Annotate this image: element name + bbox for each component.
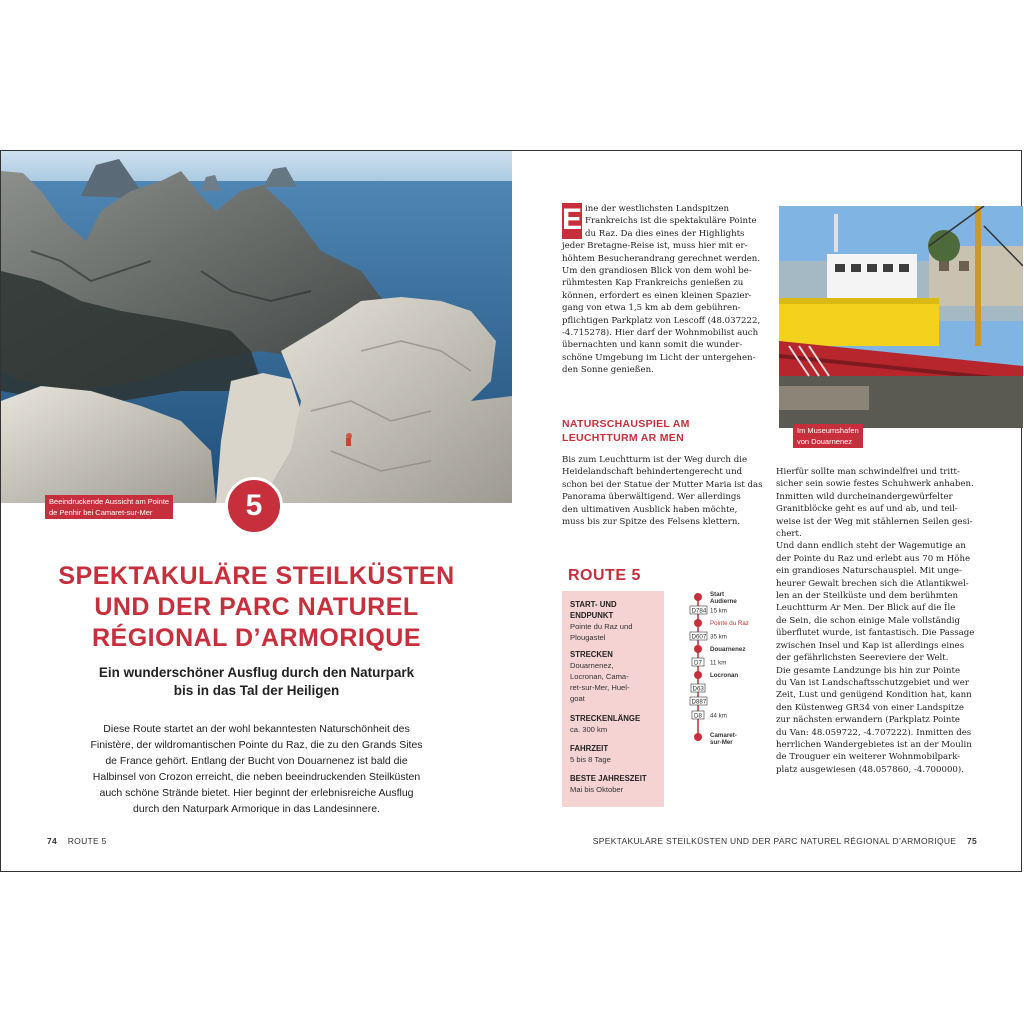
laenge-label: STRECKENLÄNGE (570, 714, 641, 723)
stop-camaret-1: Camaret- (710, 732, 737, 739)
distance-2: 35 km (710, 633, 727, 641)
strecken-value: Locronan, Cama- (570, 672, 629, 681)
strecken-value: Douarnenez, (570, 661, 614, 670)
start-endpoint (570, 599, 662, 643)
body-line: der gefährlichsten Seereviere der Welt. (776, 653, 949, 664)
left-page-number: 74 (47, 836, 58, 846)
body-line: du Raz. Da dies eines der Highlights (585, 228, 745, 239)
route-number: 5 (245, 489, 263, 522)
body-line: len an der Steilküste und dem berühmten (776, 591, 959, 602)
body-line: Leuchtturm Ar Men. Der Blick auf die Île (776, 603, 956, 614)
body-line: sicher sein sowie festes Schuhwerk anhaben. (776, 479, 974, 490)
body-line: zur nächsten erwandern (Parkplatz Pointe (776, 715, 960, 726)
body-line: de Trouguer ein weiterer Wohnmobilpark- (776, 752, 961, 763)
photo-caption-line-2: de Penhir bei Camaret-sur-Mer (49, 508, 153, 517)
body-line: höhtem Besucherandrang gerechnet werden. (562, 253, 761, 264)
body-line: überflutet wurde, ist fantastisch. Die Passage (776, 628, 975, 639)
museum-caption-line-2: von Douarnenez (797, 437, 853, 446)
right-footer-label: SPEKTAKULÄRE STEILKÜSTEN UND DER PARC NATUREL RÉGIONAL D’ARMORIQUE (592, 836, 957, 846)
page-title (1, 561, 512, 654)
route-stop-camaret (694, 733, 702, 741)
title-line-2: UND DER PARC NATUREL (94, 593, 419, 621)
drop-cap: E (562, 203, 582, 239)
body-line: Zeit, Lust und genügend Kondition hat, kann (776, 690, 972, 701)
left-footer (47, 836, 107, 846)
road-d784: D784 (691, 607, 707, 615)
body-line: zwischen Insel und Kap ist allerdings eines (776, 640, 965, 651)
road-d8: D8 (694, 712, 702, 720)
body-line: schon bei der Statue der Mutter Maria ist das (562, 479, 763, 490)
body-line: de Sein, die schon einige Male vollständig (776, 615, 961, 626)
intro-paragraph (65, 721, 448, 817)
body-line: gang von etwa 1,5 km ab dem gebühren- (562, 303, 741, 314)
body-line: schöne Umgebung im Licht der untergehen- (562, 352, 756, 363)
museum-caption-line-1: Im Museumshafen (797, 426, 859, 435)
distance-3: 11 km (710, 659, 727, 667)
left-page (1, 151, 512, 871)
start-town: Audierne (710, 598, 737, 605)
section-heading-line-2: LEUCHTTURM AR MEN (562, 432, 684, 444)
body-line: du Van: 48.059722, -4.707222). Inmitten des (776, 727, 972, 738)
body-line: -4.715278). Hier darf der Wohnmobilist auch (562, 328, 759, 339)
lighthouse-paragraph (562, 454, 772, 528)
body-line: platz ausgewiesen (48.057860, -4.700000). (776, 764, 964, 775)
body-line: du Van ist Landschaftsschutzgebiet und wer (776, 677, 969, 688)
road-d887: D887 (691, 698, 707, 706)
section-heading-line-1: NATURSCHAUSPIEL AM (562, 418, 690, 430)
body-line: Die gesamte Landzunge bis hin zur Pointe (776, 665, 961, 676)
body-line: rühmtesten Kap Frankreichs genießen zu (562, 278, 744, 289)
body-line: Granitblöcke geht es auf und ab, und teil- (776, 504, 958, 515)
intro-line: Diese Route startet an der wohl bekanntesten Naturschönheit des (103, 723, 410, 735)
photo-caption (45, 495, 173, 519)
section-heading (562, 417, 782, 445)
body-line: muss bis zur Spitze des Felsens klettern. (562, 517, 741, 528)
body-line: können, erfordert es einen kleinen Spazier- (562, 290, 752, 301)
body-line: herrlichen Wandergebietes ist an der Moulin (776, 739, 972, 750)
museum-harbour-photo (779, 206, 1023, 446)
stop-pointe-du-raz: Pointe du Raz (710, 620, 749, 627)
page-subtitle (61, 664, 452, 700)
subtitle-line-1: Ein wunderschöner Ausflug durch den Naturpark (98, 665, 415, 680)
body-line: der Pointe du Raz und erlebt aus 70 m Höhe (776, 553, 971, 564)
route-number-badge (225, 477, 283, 535)
route-stop-pointe-du-raz (694, 619, 702, 627)
distance-4: 44 km (710, 712, 727, 720)
jahreszeit-value: Mai bis Oktober (570, 785, 624, 794)
route-stop-locronan (694, 671, 702, 679)
fahrzeit-value: 5 bis 8 Tage (570, 755, 611, 764)
intro-line: Halbinsel von Crozon erreicht, die neben beeindruckenden Steilküsten (92, 771, 421, 783)
intro-line: durch den Naturpark Armorique in das Landesinnere. (133, 803, 380, 815)
body-line: Hierfür sollte man schwindelfrei und tritt- (776, 467, 960, 477)
start-label-1: START- UND (570, 600, 617, 609)
body-line: den ultimativen Ausblick haben möchte, (562, 504, 738, 515)
left-footer-label: ROUTE 5 (67, 836, 107, 846)
fahrzeit (570, 743, 662, 765)
museum-caption (793, 424, 863, 448)
body-line: den Sonne genießen. (562, 365, 654, 376)
start-label: Start (710, 591, 725, 598)
book-spread (0, 150, 1022, 872)
body-line: Inmitten wild durcheinandergewürfelter (776, 491, 953, 502)
beste-jahreszeit (570, 773, 662, 795)
laenge-value: ca. 300 km (570, 725, 608, 734)
strecken-value: ret-sur-Mer, Huel- (570, 683, 630, 692)
body-line: Um den grandiosen Blick von dem wohl be- (562, 266, 752, 277)
body-line: den Küstenweg GR34 von einer Landspitze (776, 702, 964, 713)
right-footer (593, 836, 977, 846)
body-line: heurer Gewalt brechen sich die Atlantikwel- (776, 578, 969, 589)
body-line: Panorama überwältigend. Wer allerdings (562, 492, 741, 503)
stop-locronan: Locronan (710, 672, 739, 679)
body-line: Frankreichs ist die spektakuläre Pointe (585, 216, 757, 227)
body-line: übernachten und kann somit die wunder- (562, 340, 743, 351)
fahrzeit-label: FAHRZEIT (570, 744, 609, 753)
second-column (776, 466, 998, 776)
title-line-1: SPEKTAKULÄRE STEILKÜSTEN (58, 562, 455, 590)
streckenlaenge (570, 713, 662, 735)
body-line: Heidelandschaft behindertengerecht und (562, 467, 743, 478)
infobox-title: ROUTE 5 (568, 567, 641, 584)
body-line: weise ist der Weg mit stählernen Seilen gesi- (776, 516, 973, 527)
route-map (662, 587, 762, 757)
road-d7: D7 (694, 659, 702, 667)
body-line: pflichtigen Parkplatz von Lescoff (48.037222, (562, 315, 761, 326)
body-line: Bis zum Leuchtturm ist der Weg durch die (562, 455, 748, 465)
right-page (512, 151, 1023, 871)
photo-caption-line-1: Beeindruckende Aussicht am Pointe (49, 497, 170, 506)
cliff-photo (1, 151, 512, 503)
strecken (570, 649, 662, 704)
strecken-value: goat (570, 694, 585, 703)
distance-1: 15 km (710, 607, 727, 615)
start-value-1: Pointe du Raz und (570, 622, 633, 631)
intro-line: de France gehört. Entlang der Bucht von Douarnenez ist bald die (105, 755, 408, 767)
jahreszeit-label: BESTE JAHRESZEIT (570, 774, 647, 783)
intro-column (562, 203, 772, 377)
road-d607: D607 (691, 633, 707, 641)
title-line-3: RÉGIONAL D’ARMORIQUE (92, 624, 421, 652)
strecken-label: STRECKEN (570, 650, 613, 659)
intro-line: Finistère, der wildromantischen Pointe du Raz, die zu den Grands Sites (90, 739, 423, 751)
route-infobox (562, 591, 664, 807)
route-stop-start (694, 593, 702, 601)
road-d63: D63 (692, 685, 704, 693)
subtitle-line-2: bis in das Tal der Heiligen (173, 683, 340, 698)
intro-line: auch schöne Strände bietet. Hier beginnt der erlebnisreiche Ausflug (99, 787, 414, 799)
body-line: Und dann endlich steht der Wagemutige an (776, 541, 966, 552)
right-page-number: 75 (966, 836, 977, 846)
body-line: chert. (776, 529, 802, 540)
start-label-2: ENDPUNKT (570, 611, 614, 620)
stop-douarnenez: Douarnenez (710, 646, 746, 653)
start-value-2: Plougastel (570, 633, 606, 642)
body-line: jeder Bretagne-Reise ist, muss hier mit er- (562, 241, 748, 252)
body-line: ine der westlichsten Landspitzen (585, 204, 730, 214)
stop-camaret-2: sur-Mer (710, 739, 733, 746)
body-line: ein grandioses Naturschauspiel. Mit unge- (776, 566, 962, 577)
route-stop-douarnenez (694, 645, 702, 653)
